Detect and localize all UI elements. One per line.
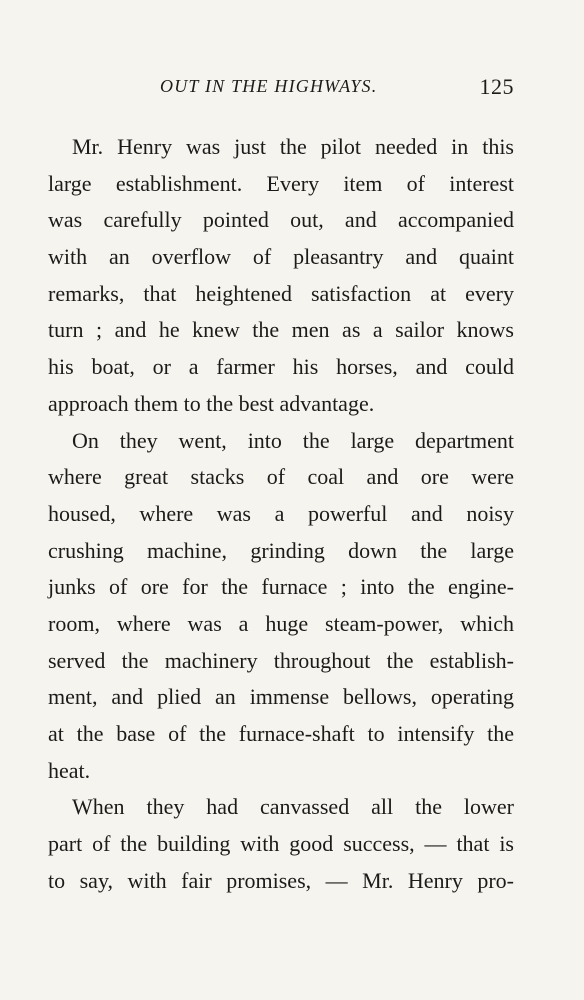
paragraph xyxy=(48,789,514,899)
text-line: with an overflow of pleasantry and quaint xyxy=(48,244,514,270)
text-line: remarks, that heightened satisfaction at every xyxy=(48,280,514,306)
text-line: crushing machine, grinding down the large xyxy=(48,537,514,563)
text-line: his boat, or a farmer his horses, and could xyxy=(48,354,514,380)
text-line: room, where was a huge steam-power, which xyxy=(48,610,514,636)
text-line: served the machinery throughout the establish- xyxy=(48,647,514,673)
text-line: turn ; and he knew the men as a sailor knows xyxy=(48,317,514,343)
body-text xyxy=(48,129,514,899)
page-header xyxy=(48,74,514,104)
text-line: ment, and plied an immense bellows, operating xyxy=(48,684,514,710)
text-line: approach them to the best advantage. xyxy=(48,390,375,416)
text-line: to say, with fair promises, — Mr. Henry pro- xyxy=(48,867,514,893)
page-number: 125 xyxy=(479,74,514,99)
text-line: housed, where was a powerful and noisy xyxy=(48,500,514,526)
text-line: where great stacks of coal and ore were xyxy=(48,464,514,490)
text-line: On they went, into the large department xyxy=(72,427,514,453)
running-head: OUT IN THE HIGHWAYS. xyxy=(160,76,378,96)
paragraph xyxy=(48,423,514,790)
text-line: part of the building with good success, — that is xyxy=(48,831,514,857)
paragraph xyxy=(48,129,514,423)
text-line: large establishment. Every item of interest xyxy=(48,170,514,196)
text-line: Mr. Henry was just the pilot needed in this xyxy=(72,134,514,159)
text-line: junks of ore for the furnace ; into the engine- xyxy=(48,574,514,600)
text-line: was carefully pointed out, and accompanied xyxy=(48,207,514,233)
text-line: at the base of the furnace-shaft to intensify the xyxy=(48,721,514,746)
text-line: heat. xyxy=(48,757,91,783)
text-line: When they had canvassed all the lower xyxy=(72,794,514,820)
